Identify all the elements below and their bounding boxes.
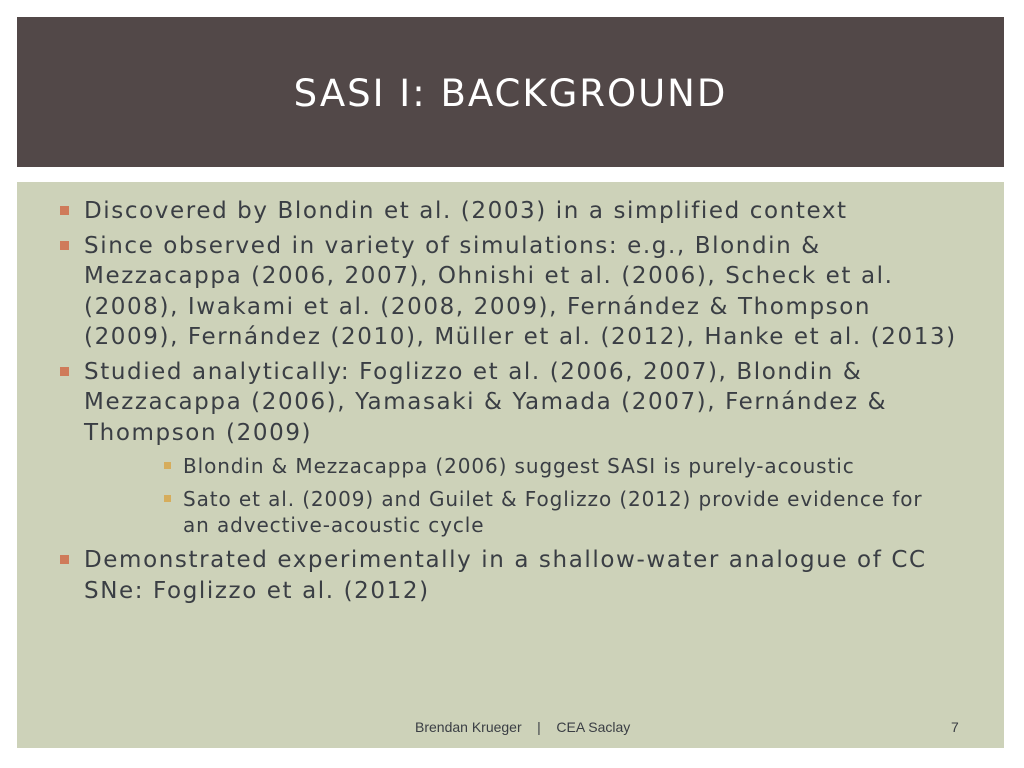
bullet-text: Since observed in variety of simulations: e.g., Blondin & Mezzacappa (2006, 2007), Ohnishi et al. (2006), Scheck et al. (2008), Iwakami et al. (2008, 2009), Fernández & Thompson (2009), Fernández (2010), Müller et al. (2012), Hanke et al. (2013) xyxy=(84,232,957,350)
bullet-text: Demonstrated experimentally in a shallow-water analogue of CC SNe: Foglizzo et al. (2012) xyxy=(84,547,927,604)
square-sub-bullet-icon xyxy=(164,462,171,469)
slide-title: SASI I: BACKGROUND xyxy=(293,71,728,115)
bullet-item-discovered xyxy=(17,196,1004,227)
sub-bullet-item xyxy=(84,453,974,479)
page-number: 7 xyxy=(951,719,959,735)
square-sub-bullet-icon xyxy=(164,495,171,502)
sub-bullet-item xyxy=(84,486,974,538)
bullet-item-analytic xyxy=(17,357,1004,539)
sub-bullet-text: Sato et al. (2009) and Guilet & Foglizzo (2012) provide evidence for an advective-acoustic cycle xyxy=(183,487,923,537)
bullet-item-observed xyxy=(17,231,1004,353)
bullet-text: Studied analytically: Foglizzo et al. (2006, 2007), Blondin & Mezzacappa (2006), Yamasaki & Yamada (2007), Fernández & Thompson (2009) xyxy=(84,358,888,446)
square-bullet-icon xyxy=(60,555,69,564)
content-panel xyxy=(17,182,1004,748)
bullet-text: Discovered by Blondin et al. (2003) in a simplified context xyxy=(84,198,848,224)
title-bar xyxy=(17,17,1004,167)
square-bullet-icon xyxy=(60,367,69,376)
square-bullet-icon xyxy=(60,241,69,250)
footer-author-affiliation: Brendan Krueger | CEA Saclay xyxy=(415,719,631,735)
sub-bullet-text: Blondin & Mezzacappa (2006) suggest SASI is purely-acoustic xyxy=(183,454,855,478)
bullet-list xyxy=(17,196,1004,610)
square-bullet-icon xyxy=(60,206,69,215)
bullet-item-experimental xyxy=(17,545,1004,606)
sub-bullet-list xyxy=(84,453,974,538)
